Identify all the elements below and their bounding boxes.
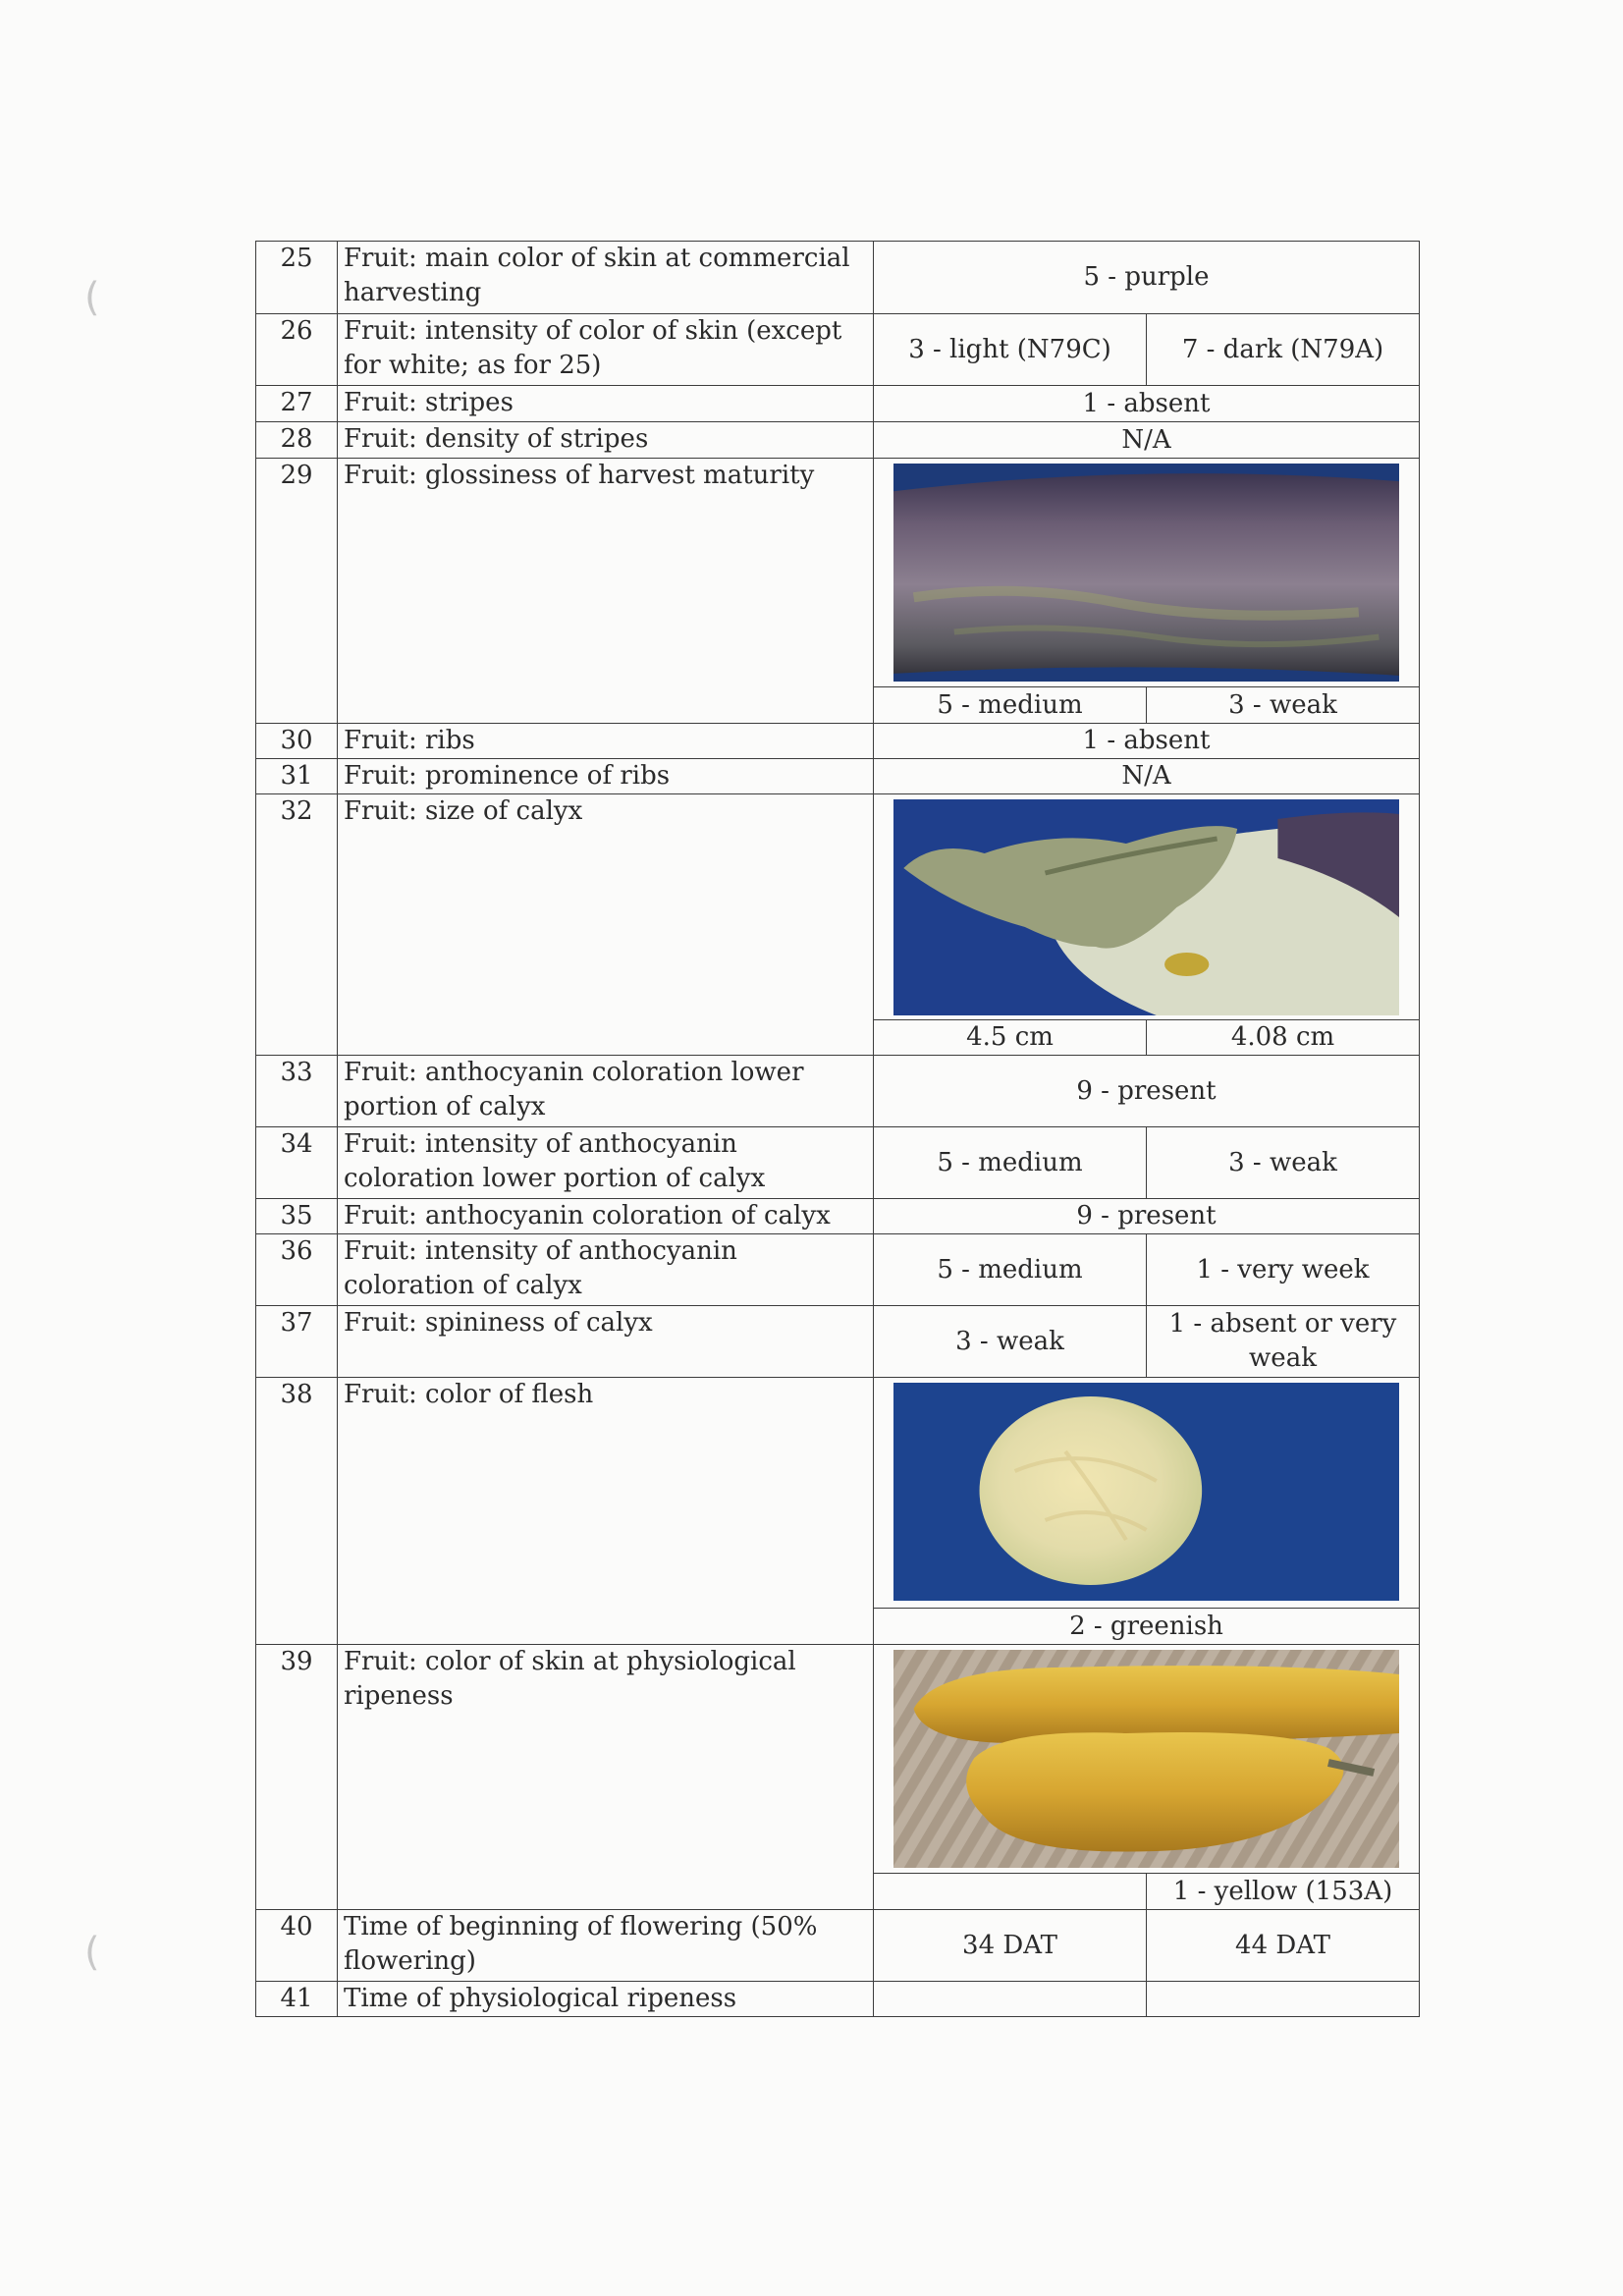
row-number: 37	[256, 1306, 338, 1378]
table-row	[256, 1306, 1420, 1378]
row-number: 39	[256, 1645, 338, 1910]
fruit-flesh-photo	[893, 1383, 1399, 1601]
row-value: 1 - absent	[874, 724, 1420, 759]
row-value: N/A	[874, 422, 1420, 459]
row-label: Fruit: intensity of color of skin (except for white; as for 25)	[338, 314, 874, 386]
table-row	[256, 1378, 1420, 1609]
row-number: 36	[256, 1234, 338, 1306]
photo-cell	[874, 794, 1420, 1020]
row-value-b: 3 - weak	[1147, 687, 1420, 724]
row-label: Fruit: main color of skin at commercial harvesting	[338, 242, 874, 314]
table-row	[256, 1910, 1420, 1982]
row-value-a: 3 - light (N79C)	[874, 314, 1147, 386]
table-row	[256, 794, 1420, 1020]
row-number: 31	[256, 759, 338, 794]
table-row	[256, 1982, 1420, 2017]
table-row	[256, 1056, 1420, 1127]
row-value-a: 5 - medium	[874, 687, 1147, 724]
row-label: Time of beginning of flowering (50% flowering)	[338, 1910, 874, 1982]
row-label: Fruit: anthocyanin coloration lower portion of calyx	[338, 1056, 874, 1127]
table-row	[256, 1199, 1420, 1234]
row-value-a	[874, 1874, 1147, 1910]
scan-mark: (	[84, 1930, 100, 1975]
row-number: 34	[256, 1127, 338, 1199]
row-number: 26	[256, 314, 338, 386]
row-value: 2 - greenish	[874, 1609, 1420, 1645]
row-label: Fruit: anthocyanin coloration of calyx	[338, 1199, 874, 1234]
scan-mark: (	[84, 275, 100, 320]
characteristics-table	[255, 241, 1420, 2017]
row-value-b: 4.08 cm	[1147, 1020, 1420, 1056]
row-label: Fruit: intensity of anthocyanin coloration of calyx	[338, 1234, 874, 1306]
row-number: 33	[256, 1056, 338, 1127]
row-number: 30	[256, 724, 338, 759]
row-value-a: 5 - medium	[874, 1234, 1147, 1306]
row-value-a: 5 - medium	[874, 1127, 1147, 1199]
row-value: 9 - present	[874, 1056, 1420, 1127]
row-label: Fruit: density of stripes	[338, 422, 874, 459]
photo-cell	[874, 459, 1420, 687]
table-row	[256, 386, 1420, 422]
table-row	[256, 459, 1420, 687]
row-label: Time of physiological ripeness	[338, 1982, 874, 2017]
row-number: 25	[256, 242, 338, 314]
row-value-a: 4.5 cm	[874, 1020, 1147, 1056]
table-row	[256, 724, 1420, 759]
row-value-a: 34 DAT	[874, 1910, 1147, 1982]
row-value-b: 7 - dark (N79A)	[1147, 314, 1420, 386]
row-number: 27	[256, 386, 338, 422]
row-value-b	[1147, 1982, 1420, 2017]
row-number: 32	[256, 794, 338, 1056]
row-value-a: 3 - weak	[874, 1306, 1147, 1378]
row-label: Fruit: intensity of anthocyanin coloration lower portion of calyx	[338, 1127, 874, 1199]
ripe-fruit-photo	[893, 1650, 1399, 1868]
table-row	[256, 1127, 1420, 1199]
photo-cell	[874, 1645, 1420, 1874]
row-number: 35	[256, 1199, 338, 1234]
table-row	[256, 759, 1420, 794]
row-number: 29	[256, 459, 338, 724]
row-label: Fruit: size of calyx	[338, 794, 874, 1056]
row-value-b: 1 - absent or very weak	[1147, 1306, 1420, 1378]
row-number: 40	[256, 1910, 338, 1982]
table-row	[256, 422, 1420, 459]
row-number: 41	[256, 1982, 338, 2017]
table-row	[256, 242, 1420, 314]
row-label: Fruit: glossiness of harvest maturity	[338, 459, 874, 724]
row-value: N/A	[874, 759, 1420, 794]
row-value-b: 1 - very week	[1147, 1234, 1420, 1306]
row-value-b: 44 DAT	[1147, 1910, 1420, 1982]
table-row	[256, 314, 1420, 386]
row-label: Fruit: prominence of ribs	[338, 759, 874, 794]
row-label: Fruit: spininess of calyx	[338, 1306, 874, 1378]
row-number: 38	[256, 1378, 338, 1645]
row-value: 1 - absent	[874, 386, 1420, 422]
row-label: Fruit: color of flesh	[338, 1378, 874, 1645]
row-label: Fruit: ribs	[338, 724, 874, 759]
fruit-skin-photo	[893, 464, 1399, 682]
row-number: 28	[256, 422, 338, 459]
photo-cell	[874, 1378, 1420, 1609]
row-label: Fruit: stripes	[338, 386, 874, 422]
fruit-calyx-photo	[893, 799, 1399, 1015]
row-value-a	[874, 1982, 1147, 2017]
row-value: 9 - present	[874, 1199, 1420, 1234]
table-row	[256, 1234, 1420, 1306]
row-label: Fruit: color of skin at physiological ripeness	[338, 1645, 874, 1910]
row-value: 5 - purple	[874, 242, 1420, 314]
row-value-b: 1 - yellow (153A)	[1147, 1874, 1420, 1910]
row-value-b: 3 - weak	[1147, 1127, 1420, 1199]
table-row	[256, 1645, 1420, 1874]
